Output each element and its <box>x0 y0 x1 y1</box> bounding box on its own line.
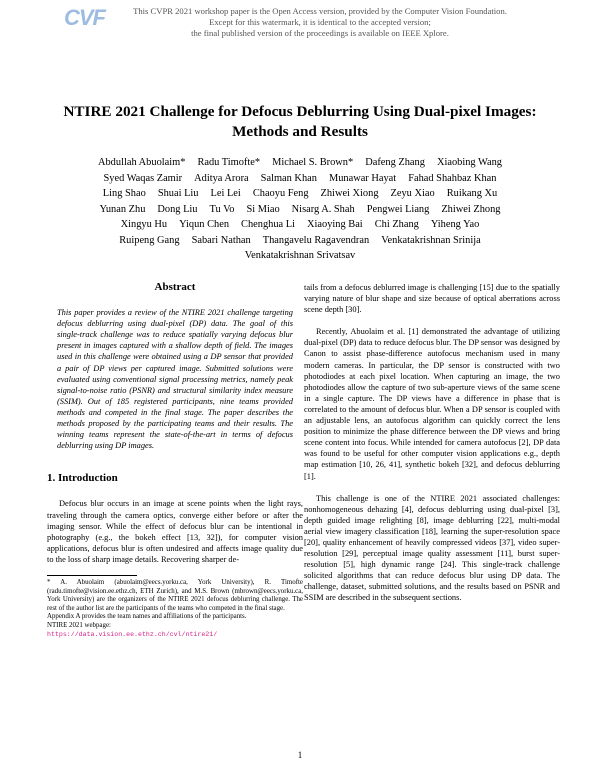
footnote <box>47 579 303 639</box>
open-access-banner <box>110 6 530 39</box>
author-name: Ruipeng Gang <box>119 234 180 246</box>
author-name: Xingyu Hu <box>120 219 168 230</box>
author-name: Venkatakrishnan Srinija <box>381 234 481 246</box>
footnote-webpage-label: NTIRE 2021 webpage: <box>47 621 111 629</box>
abstract-heading: Abstract <box>154 281 196 293</box>
author-name: Chaoyu Feng <box>252 188 309 199</box>
author-name: Dong Liu <box>157 203 198 215</box>
author-line <box>40 202 560 218</box>
author-name: Fahad Shahbaz Khan <box>408 172 497 184</box>
author-name: Radu Timofte* <box>197 157 261 168</box>
cvf-logo: CVF <box>64 5 105 30</box>
author-list <box>40 155 560 264</box>
author-line <box>40 248 560 264</box>
paper-title <box>40 102 560 142</box>
author-name: Xiaoying Bai <box>307 219 363 230</box>
title-line-1: NTIRE 2021 Challenge for Defocus Deblurring Using Dual-pixel Images: <box>63 103 537 120</box>
right-column <box>304 282 560 604</box>
author-name: Si Miao <box>246 203 280 215</box>
author-name: Venkatakrishnan Srivatsav <box>244 250 356 261</box>
author-line <box>40 186 560 202</box>
author-name: Pengwei Liang <box>366 203 430 215</box>
author-name: Xiaobing Wang <box>436 157 502 168</box>
author-name: Zhiwei Xiong <box>320 188 379 199</box>
author-name: Tu Vo <box>209 203 235 215</box>
author-name: Shuai Liu <box>157 188 199 199</box>
author-name: Yunan Zhu <box>99 203 146 215</box>
abstract-text: This paper provides a review of the NTIRE 2021 challenge targeting defocus deblurring using dual-pixel (DP) data. The goal of this single-track challenge was to reduce spatially varying defocus blur present in images captured with a shallow depth of field. The images used in this challenge were obtained using a DP sensor that provided a pair of DP views per captured image. Submitted solutions were evaluated using conventional signal processing metrics, namely peak signal-to-noise ratio (PSNR) and structural similarity index measure (SSIM). Out of 185 registered participants, nine teams provided methods and competed in the final stage. The paper describes the methods proposed by the participating teams and their results. The winning teams represent the state-of-the-art in terms of defocus deblurring using DP images. <box>57 308 293 451</box>
author-name: Thangavelu Ragavendran <box>262 234 370 246</box>
author-name: Ruikang Xu <box>446 188 498 199</box>
author-name: Syed Waqas Zamir <box>103 172 183 184</box>
author-name: Sabari Nathan <box>191 234 251 246</box>
author-name: Zeyu Xiao <box>390 188 435 199</box>
author-name: Aditya Arora <box>194 172 249 184</box>
footnote-appendix: Appendix A provides the team names and affiliations of the participants. <box>47 613 247 621</box>
banner-line-1: This CVPR 2021 workshop paper is the Open Access version, provided by the Computer Vision Foundation. <box>133 6 507 16</box>
author-line <box>40 171 560 187</box>
author-line <box>40 155 560 171</box>
author-name: Abdullah Abuolaim* <box>97 157 186 168</box>
author-name: Lei Lei <box>210 188 241 199</box>
author-name: Chenghua Li <box>241 219 295 230</box>
author-name: Yiheng Yao <box>430 219 480 230</box>
author-name: Chi Zhang <box>374 219 419 230</box>
author-line <box>40 233 560 249</box>
author-name: Salman Khan <box>260 172 317 184</box>
banner-line-2: Except for this watermark, it is identical to the accepted version; <box>209 17 431 27</box>
intro-paragraph-3: This challenge is one of the NTIRE 2021 associated challenges: nonhomogeneous dehazing [4], defocus deblurring using dual-pixel [3], depth guided image relighting [8], image deblurring [22], multi-modal aerial view imagery classification [18], learning the super-resolution space [20], quality enhancement of heavily compressed videos [37], video super-resolution [29], perceptual image quality assessment [11], burst super-resolution [5], high dynamic range [24]. This single-track challenge solicited algorithms that can reduce defocus blur using DP data. The challenge, dataset, submitted solutions, and the results based on PSNR and SSIM are described in the subsequent sections. <box>304 493 560 603</box>
page-number: 1 <box>297 750 303 760</box>
intro-paragraph-2: Recently, Abuolaim et al. [1] demonstrated the advantage of utilizing dual-pixel (DP) data to reduce defocus blur. The DP sensor was designed by Canon to assist phase-difference autofocus mechanism used in many modern cameras. In particular, the DP sensor is constructed with two photodiodes at each pixel location. When capturing an image, the two photodiodes allow the capture of two sub-aperture views of the same scene in a single capture. The DP views have a difference in phase that is correlated to the amount of defocus blur. When a DP sensor is coupled with an adjustable lens, an autofocus algorithm can quickly correct the lens position to minimize the phase difference between the DP views and bring scene content into focus. While intended for camera autofocus [2], DP data was found to be useful for other computer vision applications e.g., depth map estimation [10, 26, 41], synthetic bokeh [32], and defocus deblurring [1]. <box>304 327 560 481</box>
left-column <box>47 282 303 639</box>
webpage-link[interactable]: https://data.vision.ee.ethz.ch/cvl/ntire21/ <box>47 630 218 638</box>
intro-paragraph-1: Defocus blur occurs in an image at scene points when the light rays, traveling through the camera optics, converge either before or after the imaging sensor. While the effect of defocus blur can be intentional in photography (e.g., the bokeh effect [13, 32]), for computer vision applications, defocus blur is often undesired and affects image quality due to the loss of sharp image details. Recovering sharper de- <box>47 499 303 564</box>
author-name: Ling Shao <box>102 188 146 199</box>
intro-paragraph-continued: tails from a defocus deblurred image is challenging [15] due to the spatially varying nature of blur shape and size because of optical aberrations across scene depth [30]. <box>304 283 560 315</box>
title-line-2: Methods and Results <box>232 123 368 140</box>
author-line <box>40 217 560 233</box>
banner-line-3: the final published version of the proceedings is available on IEEE Xplore. <box>191 28 449 38</box>
author-name: Dafeng Zhang <box>365 157 425 168</box>
author-name: Munawar Hayat <box>328 172 397 184</box>
author-name: Yiqun Chen <box>179 219 230 230</box>
introduction-heading: 1. Introduction <box>47 472 118 485</box>
author-name: Nisarg A. Shah <box>291 203 355 215</box>
author-name: Zhiwei Zhong <box>441 203 501 215</box>
author-name: Michael S. Brown* <box>272 157 354 168</box>
footnote-rule <box>47 575 137 576</box>
footnote-organizers: * A. Abuolaim (abuolaim@eecs.yorku.ca, York University), R. Timofte (radu.timofte@vision.ee.ethz.ch, ETH Zurich), and M.S. Brown (mbrown@eecs.yorku.ca, York University) are the organizers of the NTIRE 2021 defocus deblurring challenge. The rest of the author list are the participants of the teams who competed in the final stage. <box>47 578 303 612</box>
